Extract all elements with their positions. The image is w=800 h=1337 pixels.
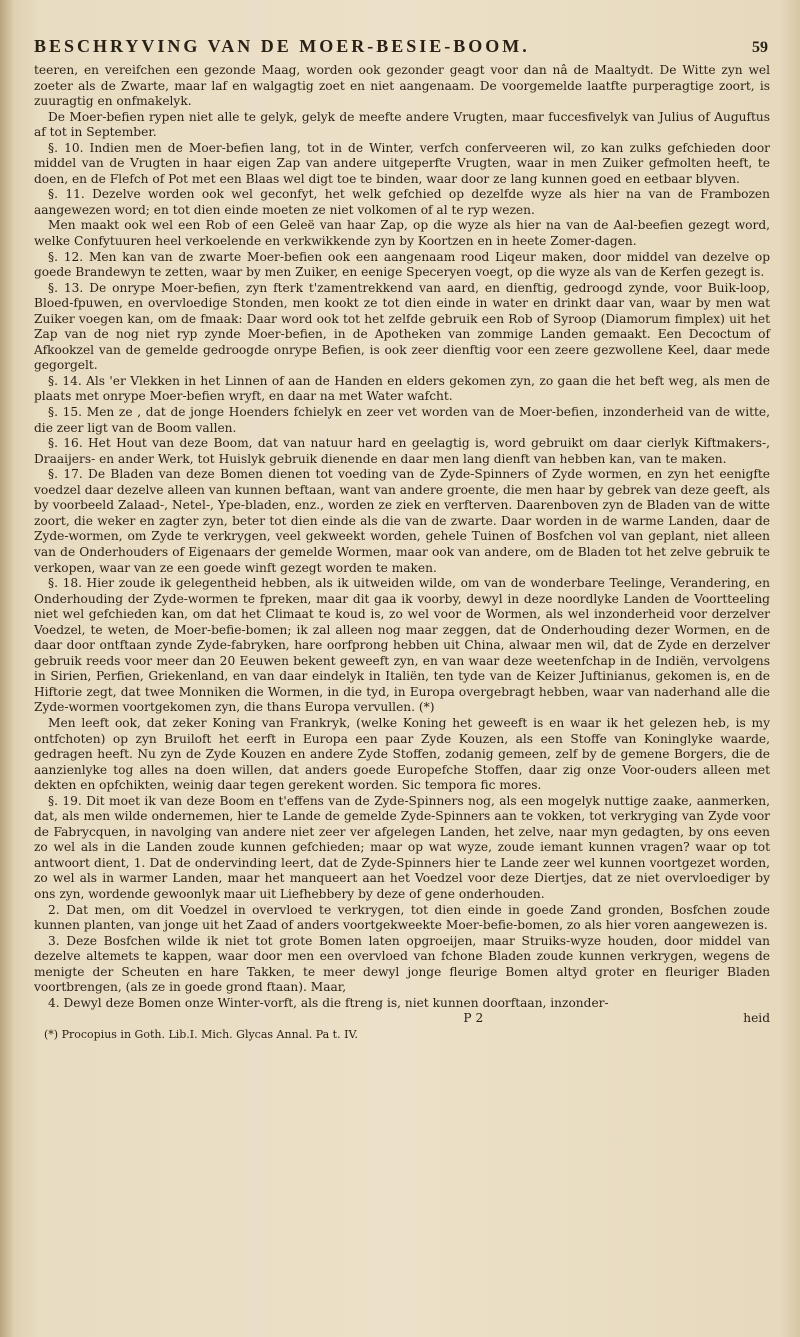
paragraph: §. 10. Indien men de Moer-befien lang, tot in de Winter, verfch conferveeren wil, zo kan zulks gefchieden door middel van de Vrugten in haar eigen Zap van andere uitgeperfte Vrugten, waar in men Zuiker gefmolten heeft, te doen, en de Flefch of Pot met een Blaas wel digt toe te binden, waar door ze lang kunnen goed en eetbaar blyven. [34, 140, 770, 186]
paragraph: 3. Deze Bosfchen wilde ik niet tot grote Bomen laten opgroeijen, maar Struiks-wyze houden, door middel van dezelve altemets te kappen, waar door men een overvloed van fchone Bladen zoude kunnen verkrygen, wegens de menigte der Scheuten en hare Takken, te meer dewyl jonge fleurige Bomen altyd groter en fleuriger Bladen voortbrengen, (als ze in goede grond ftaan). Maar, [34, 933, 770, 995]
paragraph: §. 15. Men ze , dat de jonge Hoenders fchielyk en zeer vet worden van de Moer-befien, inzonderheid van de witte, die zeer ligt van de Boom vallen. [34, 405, 770, 435]
paragraph: De Moer-befien rypen niet alle te gelyk, gelyk de meefte andere Vrugten, maar fuccesfivelyk van Julius of Auguftus af tot in September. [34, 109, 770, 140]
page-edge-stain [0, 0, 14, 1337]
paragraph: §. 17. De Bladen van deze Bomen dienen tot voeding van de Zyde-Spinners of Zyde wormen, en zyn het eenigfte voedzel daar dezelve alleen van kunnen beftaan, want van andere groente, die men haar by gebrek van deze geeft, als by voorbeeld Zalaad-, Netel-, Ype-bladen, enz., worden ze ziek en verfterven. Daarenboven zyn de Bladen van de witte zoort, die weker en zagter zyn, beter tot dien einde als die van de zwarte. Daar worden in de warme Landen, daar de Zyde-wormen, om Zyde te verkrygen, veel gekweekt worden, gehele Tuinen of Bosfchen vol van geplant, niet alleen van de Onderhouders of Eigenaars der gemelde Wormen, maar ook van andere, om de Bladen tot het zelve gebruik te verkopen, waar van ze een goede winft gezegt worden te maken. [34, 467, 770, 575]
paragraph: teeren, en vereifchen een gezonde Maag, worden ook gezonder geagt voor dan nâ de Maaltydt. De Witte zyn wel zoeter als de Zwarte, maar laf en walgagtig zoet en niet aangenaam. De voorgemelde laatfte purperagtige zoort, is zuuragtig en onfmakelyk. [34, 63, 770, 109]
signature-line [34, 1011, 770, 1026]
paragraph: §. 16. Het Hout van deze Boom, dat van natuur hard en geelagtig is, word gebruikt om daar cierlyk Kiftmakers-, Draaijers- en ander Werk, tot Huislyk gebruik dienende en daar men lang dienft van hebben kan, van te maken. [34, 436, 770, 466]
body-text [34, 63, 770, 1011]
signature-mark: P 2 [463, 1011, 484, 1026]
paragraph: §. 13. De onrype Moer-befien, zyn fterk t'zamentrekkend van aard, en dienftig, gedroogd zynde, voor Buik-loop, Bloed-fpuwen, en overvloedige Stonden, men kookt ze tot dien einde in water en drinkt daar van, waar by men wat Zuiker voegen kan, om de fmaak: Daar word ook tot het zelfde gebruik een Rob of Syroop (Diamorum fimplex) uit het Zap van de nog niet ryp zynde Moer-befien, in de Apotheken van zommige Landen gemaakt. Een Decoctum of Afkookzel van de gemelde gedroogde onrype Befien, is ook zeer dienftig voor een zeere gezwollene Keel, daar mede gegorgelt. [34, 280, 770, 373]
running-header [34, 36, 770, 57]
catchword: heid [743, 1011, 770, 1026]
paragraph: 2. Dat men, om dit Voedzel in overvloed te verkrygen, tot dien einde in goede Zand gronden, Bosfchen zoude kunnen planten, van jonge uit het Zaad of anders voortgekweekte Moer-befie-bomen, zo als hier voren aangewezen is. [34, 902, 770, 933]
paragraph: Men leeft ook, dat zeker Koning van Frankryk, (welke Koning het geweeft is en waar ik het gelezen heb, is my ontfchoten) op zyn Bruiloft het eerft in Europa een paar Zyde Kouzen, als een Stoffe van Koninglyke waarde, gedragen heeft. Nu zyn de Zyde Kouzen en andere Zyde Stoffen, zodanig gemeen, zelf by de gemene Borgers, die de aanzienlyke tog alles na doen willen, dat anders goede Europefche Stoffen, daar zig onze Voor-ouders alleen met dekten en opfchikten, weinig daar tegen gerekent worden. Sic tempora fic mores. [34, 715, 770, 793]
paragraph: Men maakt ook wel een Rob of een Geleë van haar Zap, op die wyze als hier na van de Aal-beefien gezegt word, welke Confytuuren heel verkoelende en verkwikkende zyn by Koortzen en in heete Zomer-dagen. [34, 218, 770, 249]
page-number: 59 [752, 39, 768, 56]
footnote: (*) Procopius in Goth. Lib.I. Mich. Glycas Annal. Pa t. IV. [44, 1028, 358, 1042]
paragraph: §. 19. Dit moet ik van deze Boom en t'effens van de Zyde-Spinners nog, als een mogelyk nuttige zaake, aanmerken, dat, als men wilde ondernemen, hier te Lande de gemelde Zyde-Spinners aan te vokken, tot verkryging van Zyde voor de Fabrycquen, in navolging van andere niet zeer ver afgelegen Landen, het zelve, naar myn gedagten, by ons eeven zo wel als in die Landen zoude kunnen gefchieden; maar op wat wyze, zoude iemant kunnen vragen? waar op tot antwoort dient, 1. Dat de ondervinding leert, dat de Zyde-Spinners hier te Lande zeer wel kunnen voortgezet worden, zo wel als in warmer Landen, maar het manqueert aan het Voedzel voor deze Diertjes, dat ze niet overvloediger by ons zyn, wordende gewoonlyk maar uit Liefhebbery by deze of gene onderhouden. [34, 793, 770, 901]
paragraph: 4. Dewyl deze Bomen onze Winter-vorft, als die ftreng is, niet kunnen doorftaan, inzonder- [48, 995, 609, 1010]
paragraph: §. 11. Dezelve worden ook wel geconfyt, het welk gefchied op dezelfde wyze als hier na van de Frambozen aangewezen word; en tot dien einde moeten ze niet volkomen of al te ryp wezen. [34, 187, 770, 217]
paragraph: §. 14. Als 'er Vlekken in het Linnen of aan de Handen en elders gekomen zyn, zo gaan die het beft weg, als men de plaats met onrype Moer-befien wryft, en daar na met Water wafcht. [34, 373, 770, 404]
running-title: BESCHRYVING VAN DE MOER-BESIE-BOOM. [34, 36, 530, 56]
paragraph: §. 12. Men kan van de zwarte Moer-befien ook een aangenaam rood Liqeur maken, door middel van dezelve op goede Brandewyn te zetten, waar by men Zuiker, en eenige Speceryen voegt, op die wyze als van de Kerfen gezegt is. [34, 249, 770, 280]
paragraph: §. 18. Hier zoude ik gelegentheid hebben, als ik uitweiden wilde, om van de wonderbare Teelinge, Verandering, en Onderhouding der Zyde-wormen te fpreken, maar dit gaa ik voorby, dewyl in deze noordlyke Landen de Voortteeling niet wel gefchieden kan, om dat het Climaat te koud is, zo wel voor de Wormen, als wel inzonderheid voor derzelver Voedzel, te weten, de Moer-befie-bomen; ik zal alleen nog maar zeggen, dat de Onderhouding dezer Wormen, en de daar door ontftaan zynde Zyde-fabryken, hare oorfprong hebben uit China, alwaar men wil, dat de Zyde en derzelver gebruik reeds voor meer dan 20 Eeuwen bekent geweeft zyn, en van waar deze weetenfchap in de Indiën, vervolgens in Sirien, Perfien, Griekenland, en van daar eindelyk in Italiën, ten tyde van de Keizer Juftinianus, gekomen is, en de Hiftorie zegt, dat twee Monniken die Wormen, in die tyd, in Europa overgebragt hebben, waar van naderhand alle die Zyde-wormen voortgekomen zyn, die thans Europa vervullen. (*) [34, 576, 770, 715]
